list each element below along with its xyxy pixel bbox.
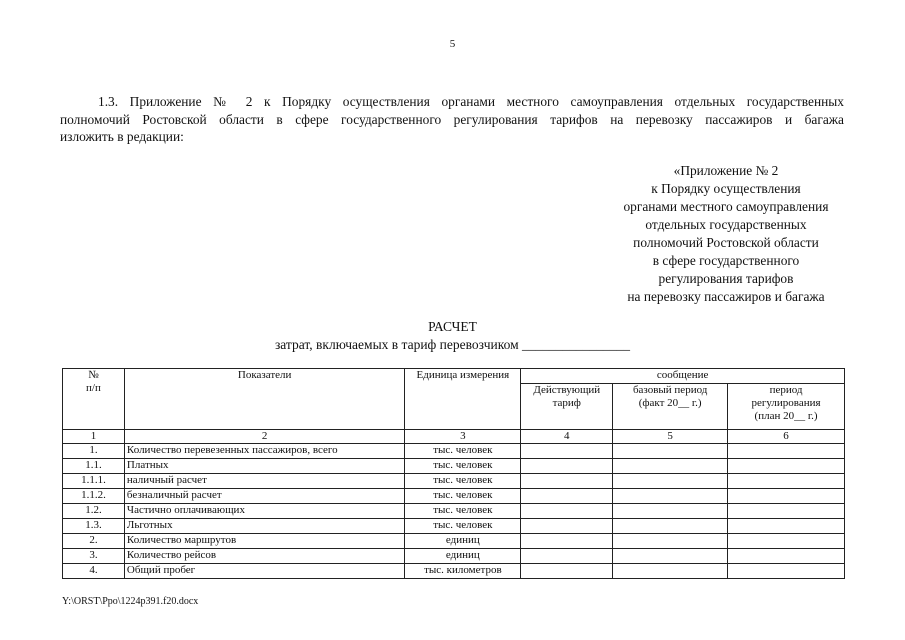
cell-current-tariff[interactable] [521,549,613,564]
row-num: 1.1. [63,459,125,474]
row-unit: тыс. километров [405,564,521,579]
appendix-header [600,162,852,306]
cell-current-tariff[interactable] [521,519,613,534]
column-number: 2 [124,430,405,444]
document-title [0,318,905,354]
cell-reg-period[interactable] [728,474,845,489]
table-row [63,564,845,579]
row-name: Платных [124,459,405,474]
column-number: 6 [728,430,845,444]
cell-reg-period[interactable] [728,519,845,534]
cell-base-period[interactable] [613,459,728,474]
cell-current-tariff[interactable] [521,489,613,504]
cell-reg-period[interactable] [728,489,845,504]
appendix-line: органами местного самоуправления [623,199,829,214]
header-unit: Единица измерения [405,369,521,430]
cell-base-period[interactable] [613,564,728,579]
row-num: 1.1.1. [63,474,125,489]
column-number: 1 [63,430,125,444]
cell-current-tariff[interactable] [521,504,613,519]
header-group: сообщение [521,369,845,384]
row-name: Количество маршрутов [124,534,405,549]
appendix-line: «Приложение № 2 [673,163,779,178]
cell-base-period[interactable] [613,549,728,564]
header-base-period: базовый период (факт 20__ г.) [613,384,728,430]
table-row [63,534,845,549]
cell-base-period[interactable] [613,444,728,459]
cell-current-tariff[interactable] [521,564,613,579]
header-indicators: Показатели [124,369,405,430]
appendix-line: регулирования тарифов [658,271,794,286]
row-unit: тыс. человек [405,519,521,534]
cell-reg-period[interactable] [728,444,845,459]
row-name: Частично оплачивающих [124,504,405,519]
cell-reg-period[interactable] [728,549,845,564]
appendix-line: отдельных государственных [645,217,807,232]
row-num: 1.1.2. [63,489,125,504]
row-name: Общий пробег [124,564,405,579]
cell-base-period[interactable] [613,504,728,519]
row-name: Количество перевезенных пассажиров, всего [124,444,405,459]
row-name: Льготных [124,519,405,534]
cell-reg-period[interactable] [728,564,845,579]
row-name: Количество рейсов [124,549,405,564]
table-row [63,489,845,504]
table-row [63,549,845,564]
row-num: 1.2. [63,504,125,519]
row-unit: единиц [405,534,521,549]
cell-reg-period[interactable] [728,534,845,549]
footer-file-path: Y:\ORST\Ppo\1224p391.f20.docx [62,596,199,607]
row-unit: тыс. человек [405,504,521,519]
row-num: 3. [63,549,125,564]
row-name: наличный расчет [124,474,405,489]
appendix-line: на перевозку пассажиров и багажа [627,289,825,304]
row-num: 2. [63,534,125,549]
row-unit: единиц [405,549,521,564]
title-heading: РАСЧЕТ [428,319,477,334]
table-row [63,474,845,489]
appendix-line: полномочий Ростовской области [633,235,819,250]
header-num: № п/п [63,369,125,430]
cell-current-tariff[interactable] [521,459,613,474]
cell-current-tariff[interactable] [521,444,613,459]
cell-base-period[interactable] [613,534,728,549]
cell-current-tariff[interactable] [521,474,613,489]
cell-base-period[interactable] [613,519,728,534]
row-unit: тыс. человек [405,444,521,459]
row-num: 1. [63,444,125,459]
cell-reg-period[interactable] [728,459,845,474]
intro-paragraph [60,93,844,146]
cell-base-period[interactable] [613,489,728,504]
cell-base-period[interactable] [613,474,728,489]
cost-table [62,368,845,579]
column-number: 5 [613,430,728,444]
header-current-tariff: Действующий тариф [521,384,613,430]
table-row [63,504,845,519]
table-row [63,444,845,459]
row-unit: тыс. человек [405,474,521,489]
intro-line-3: изложить в редакции: [60,129,184,144]
intro-line-1: 1.3. Приложение № 2 к Порядку осуществления органами местного самоуправления отдельных государственных [98,94,844,109]
title-subtitle: затрат, включаемых в тариф перевозчиком ________________ [274,337,631,352]
row-name: безналичный расчет [124,489,405,504]
appendix-line: в сфере государственного [652,253,800,268]
row-unit: тыс. человек [405,489,521,504]
page-number: 5 [449,38,456,50]
cell-current-tariff[interactable] [521,534,613,549]
intro-line-2: полномочий Ростовской области в сфере государственного регулирования тарифов на перевозку пассажиров и багажа [60,111,844,127]
table-row [63,519,845,534]
header-reg-period: период регулирования (план 20__ г.) [728,384,845,430]
row-num: 4. [63,564,125,579]
table-row [63,459,845,474]
row-num: 1.3. [63,519,125,534]
appendix-line: к Порядку осуществления [651,181,801,196]
row-unit: тыс. человек [405,459,521,474]
column-number: 3 [405,430,521,444]
cell-reg-period[interactable] [728,504,845,519]
column-number: 4 [521,430,613,444]
